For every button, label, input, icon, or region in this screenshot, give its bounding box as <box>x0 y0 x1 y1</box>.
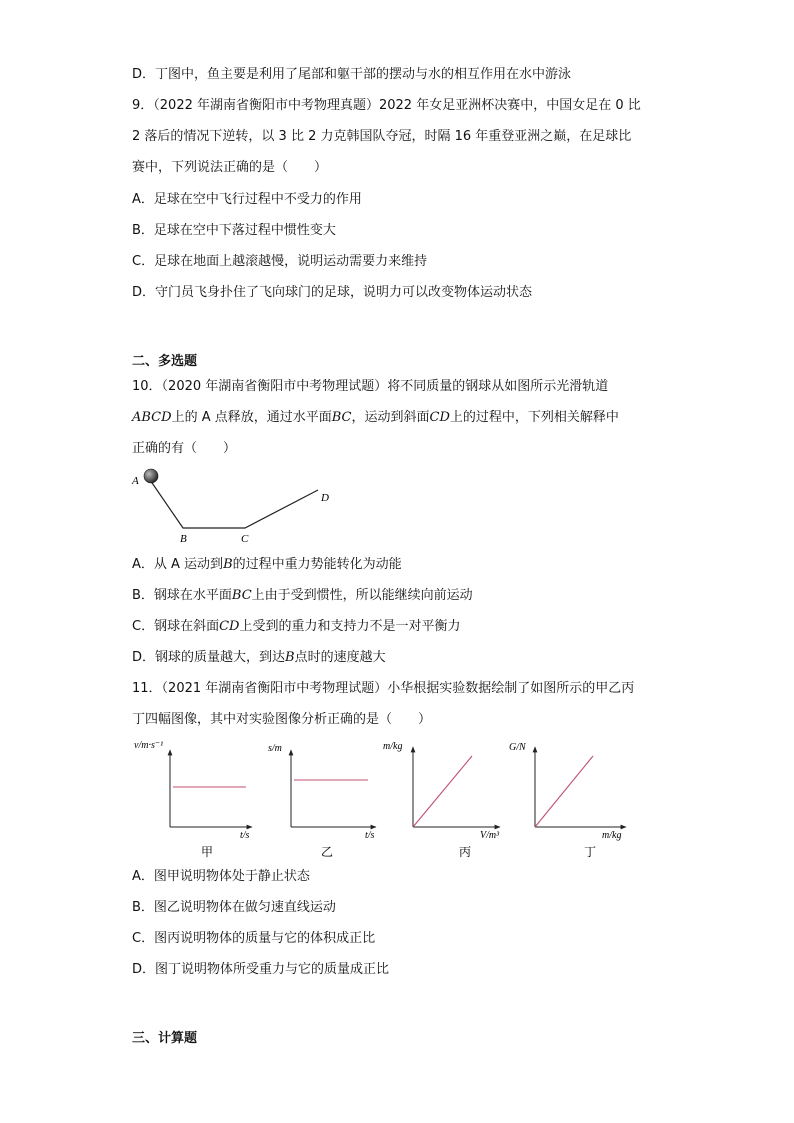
point-a-label: A <box>132 475 139 487</box>
point-d-label: D <box>321 492 329 504</box>
q9-stem-line2: 2 落后的情况下逆转，以 3 比 2 力克韩国队夺冠，时隔 16 年重登亚洲之巅，在足球比 <box>132 129 632 144</box>
graph-jia-y-label: v/m·s⁻¹ <box>134 740 164 751</box>
q10-stem-line3: 正确的有（ ） <box>132 441 237 456</box>
option-text: C．钢球在斜面 <box>132 619 220 634</box>
q10-option-d <box>132 649 386 667</box>
q11-option-c: C．图丙说明物体的质量与它的体积成正比 <box>132 931 376 946</box>
option-symbol: B <box>285 650 295 665</box>
graph-ding-caption: 丁 <box>584 845 597 859</box>
option-symbol: B <box>223 557 233 572</box>
graph-bing-y-label: m/kg <box>383 741 403 752</box>
option-text: 上由于受到惯性，所以能继续向前运动 <box>251 588 473 603</box>
graph-yi-x-label: t/s <box>365 830 375 841</box>
q9-stem-line1: 9．（2022 年湖南省衡阳市中考物理真题）2022 年女足亚洲杯决赛中，中国女足在 0 比 <box>132 98 641 113</box>
q10-option-a <box>132 556 402 574</box>
graph-ding-y-label: G/N <box>509 742 526 753</box>
point-b-label: B <box>180 533 187 545</box>
q10-stem-text: ，运动到斜面 <box>351 410 430 425</box>
option-text: 点时的速度越大 <box>294 650 386 665</box>
option-text: A．从 A 运动到 <box>132 557 224 572</box>
graph-bing-proportional-line <box>413 756 472 827</box>
option-symbol: CD <box>219 619 240 634</box>
graph-ding <box>509 742 626 859</box>
graph-bing-caption: 丙 <box>459 845 472 859</box>
q11-stem-line1: 11．（2021 年湖南省衡阳市中考物理试题）小华根据实验数据绘制了如图所示的甲乙丙 <box>132 681 635 696</box>
option-text: 的过程中重力势能转化为动能 <box>232 557 402 572</box>
option-text: 上受到的重力和支持力不是一对平衡力 <box>239 619 461 634</box>
track-label-abcd: ABCD <box>132 410 172 425</box>
q11-stem-line2: 丁四幅图像，其中对实验图像分析正确的是（ ） <box>132 712 432 727</box>
q11-option-a: A．图甲说明物体处于静止状态 <box>132 869 310 884</box>
q11-option-b: B．图乙说明物体在做匀速直线运动 <box>132 900 336 915</box>
q9-option-d: D．守门员飞身扑住了飞向球门的足球，说明力可以改变物体运动状态 <box>132 285 533 300</box>
q9-option-c: C．足球在地面上越滚越慢，说明运动需要力来维持 <box>132 254 428 269</box>
point-c-label: C <box>241 533 249 545</box>
q10-option-b <box>132 587 473 605</box>
track-label-cd: CD <box>429 410 450 425</box>
q10-stem-line1: 10．（2020 年湖南省衡阳市中考物理试题）将不同质量的钢球从如图所示光滑轨道 <box>132 379 609 394</box>
graph-bing-x-label: V/m³ <box>480 830 500 841</box>
graph-ding-x-label: m/kg <box>602 830 622 841</box>
graph-yi-caption: 乙 <box>321 845 334 859</box>
track-line <box>148 477 318 528</box>
track-diagram <box>128 464 338 548</box>
q11-graphs <box>128 734 638 864</box>
option-text: D．钢球的质量越大，到达 <box>132 650 286 665</box>
graph-bing <box>383 741 500 859</box>
q9-option-a: A．足球在空中飞行过程中不受力的作用 <box>132 192 362 207</box>
graph-yi <box>268 743 376 859</box>
q8-option-d: D．丁图中，鱼主要是利用了尾部和躯干部的摆动与水的相互作用在水中游泳 <box>132 67 572 82</box>
q10-option-c <box>132 618 460 636</box>
q10-stem-text: 上的过程中，下列相关解释中 <box>449 410 619 425</box>
q11-option-d: D．图丁说明物体所受重力与它的质量成正比 <box>132 962 390 977</box>
graph-ding-proportional-line <box>535 756 593 827</box>
graph-jia-caption: 甲 <box>201 845 214 859</box>
section-title-calculation: 三、计算题 <box>132 1031 198 1046</box>
q9-stem-line3: 赛中，下列说法正确的是（ ） <box>132 160 328 175</box>
q9-option-b: B．足球在空中下落过程中惯性变大 <box>132 223 336 238</box>
graph-jia <box>134 740 252 859</box>
q10-stem-line2 <box>132 409 619 427</box>
steel-ball <box>144 469 158 483</box>
q10-stem-text: 上的 A 点释放，通过水平面 <box>171 410 332 425</box>
graph-jia-x-label: t/s <box>240 830 250 841</box>
option-symbol: BC <box>231 588 252 603</box>
graph-yi-y-label: s/m <box>268 743 282 754</box>
track-label-bc: BC <box>331 410 352 425</box>
section-title-multiple-choice: 二、多选题 <box>132 354 198 369</box>
option-text: B．钢球在水平面 <box>132 588 232 603</box>
